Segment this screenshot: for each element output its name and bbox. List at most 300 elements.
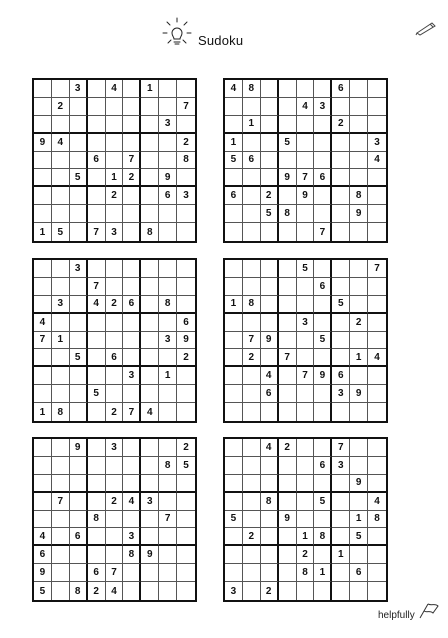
sudoku-cell [177,80,195,98]
sudoku-cell [225,546,243,564]
sudoku-cell [279,457,297,475]
sudoku-cell [368,332,386,350]
sudoku-cell [350,116,368,134]
sudoku-cell [123,475,141,493]
sudoku-cell: 8 [52,403,70,421]
sudoku-cell: 1 [332,546,350,564]
sudoku-cell [350,98,368,116]
sudoku-cell [332,349,350,367]
sudoku-cell [159,528,177,546]
sudoku-cell [225,223,243,241]
sudoku-cell [261,278,279,296]
sudoku-cell [297,296,315,314]
sudoku-cell: 2 [52,98,70,116]
sudoku-cell: 3 [159,332,177,350]
sudoku-cell: 1 [350,511,368,529]
sudoku-cell [141,564,159,582]
sudoku-cell [279,278,297,296]
sudoku-cell [123,223,141,241]
sudoku-cell: 3 [177,187,195,205]
sudoku-cell [177,260,195,278]
sudoku-cell [297,403,315,421]
sudoku-cell [123,349,141,367]
sudoku-cell [332,152,350,170]
sudoku-cell [141,475,159,493]
sudoku-cell [297,511,315,529]
sudoku-cell: 7 [34,332,52,350]
sudoku-cell: 4 [34,528,52,546]
sudoku-cell [225,98,243,116]
sudoku-cell [279,152,297,170]
sudoku-cell [34,385,52,403]
sudoku-cell: 8 [243,296,261,314]
sudoku-cell [159,546,177,564]
sudoku-cell [123,116,141,134]
sudoku-cell: 5 [332,296,350,314]
sudoku-cell: 7 [314,223,332,241]
sudoku-cell [261,98,279,116]
sudoku-cell [368,546,386,564]
sudoku-cell: 7 [279,349,297,367]
sudoku-cell [279,564,297,582]
sudoku-cell [297,493,315,511]
sudoku-cell [34,152,52,170]
sudoku-cell: 9 [34,134,52,152]
sudoku-cell [70,493,88,511]
sudoku-cell: 1 [314,564,332,582]
sudoku-cell [70,511,88,529]
sudoku-grid-5 [32,437,197,602]
sudoku-cell [279,80,297,98]
sudoku-cell [279,296,297,314]
sudoku-cell: 1 [243,116,261,134]
sudoku-cell: 3 [368,134,386,152]
sudoku-cell [297,134,315,152]
sudoku-cell [88,169,106,187]
sudoku-cell [279,223,297,241]
sudoku-cell [70,278,88,296]
sudoku-cell [88,332,106,350]
sudoku-cell: 6 [34,546,52,564]
sudoku-cell [34,475,52,493]
sudoku-cell [243,187,261,205]
sudoku-cell: 3 [141,493,159,511]
sudoku-cell [368,296,386,314]
sudoku-cell [70,314,88,332]
sudoku-cell [332,314,350,332]
sudoku-cell [70,98,88,116]
sudoku-cell [368,278,386,296]
sudoku-cell: 9 [70,439,88,457]
sudoku-cell [261,134,279,152]
sudoku-cell: 9 [279,511,297,529]
sudoku-cell [243,546,261,564]
sudoku-cell: 7 [123,403,141,421]
sudoku-cell: 4 [52,134,70,152]
sudoku-cell [350,582,368,600]
sudoku-cell [88,98,106,116]
sudoku-cell [368,403,386,421]
sudoku-cell [52,511,70,529]
sudoku-cell [225,205,243,223]
sudoku-cell: 6 [314,278,332,296]
sudoku-cell: 6 [261,385,279,403]
sudoku-cell [243,475,261,493]
sudoku-cell [106,205,124,223]
sudoku-cell [34,349,52,367]
sudoku-cell [159,223,177,241]
sudoku-cell [261,564,279,582]
sudoku-cell [88,457,106,475]
sudoku-grid-2 [223,78,388,243]
sudoku-cell: 1 [225,134,243,152]
sudoku-cell [314,475,332,493]
sudoku-cell [332,582,350,600]
sudoku-cell [141,439,159,457]
sudoku-cell [70,205,88,223]
flag-icon [416,600,440,620]
sudoku-cell: 2 [88,582,106,600]
sudoku-cell [368,169,386,187]
sudoku-cell: 2 [106,296,124,314]
sudoku-cell [350,493,368,511]
sudoku-cell: 2 [106,187,124,205]
sudoku-cell [243,367,261,385]
sudoku-cell: 7 [123,152,141,170]
sudoku-cell [159,98,177,116]
sudoku-cell [261,152,279,170]
sudoku-cell [52,457,70,475]
sudoku-cell [314,152,332,170]
sudoku-cell [225,278,243,296]
sudoku-cell [261,116,279,134]
sudoku-grid-3 [32,258,197,423]
sudoku-cell: 4 [141,403,159,421]
sudoku-cell [70,187,88,205]
sudoku-cell [88,260,106,278]
sudoku-cell [368,564,386,582]
sudoku-cell [350,403,368,421]
sudoku-cell: 2 [350,314,368,332]
sudoku-cell [52,546,70,564]
sudoku-cell [350,439,368,457]
sudoku-cell [106,475,124,493]
sudoku-cell [297,116,315,134]
sudoku-cell: 5 [279,134,297,152]
sudoku-cell [279,582,297,600]
sudoku-cell [297,457,315,475]
sudoku-cell [368,457,386,475]
sudoku-cell: 7 [88,223,106,241]
sudoku-cell [141,260,159,278]
sudoku-cell [88,403,106,421]
sudoku-cell [70,475,88,493]
page-header [0,12,448,52]
sudoku-cell [123,98,141,116]
sudoku-cell [123,439,141,457]
sudoku-cell [177,546,195,564]
sudoku-cell: 7 [52,493,70,511]
sudoku-cell: 9 [350,205,368,223]
sudoku-cell [225,314,243,332]
sudoku-cell [243,278,261,296]
sudoku-cell: 9 [141,546,159,564]
sudoku-cell [159,564,177,582]
sudoku-cell [34,278,52,296]
sudoku-cell: 6 [159,187,177,205]
sudoku-cell: 8 [159,296,177,314]
sudoku-cell: 5 [34,582,52,600]
sudoku-cell [332,278,350,296]
sudoku-cell: 9 [314,367,332,385]
sudoku-cell [225,385,243,403]
sudoku-cell: 4 [368,349,386,367]
sudoku-cell [297,80,315,98]
sudoku-cell [314,80,332,98]
sudoku-grid-6 [223,437,388,602]
sudoku-cell [123,582,141,600]
sudoku-cell [70,403,88,421]
sudoku-cell: 7 [243,332,261,350]
sudoku-cell [368,98,386,116]
sudoku-cell [350,367,368,385]
sudoku-cell [70,152,88,170]
sudoku-cell [297,205,315,223]
sudoku-cell [52,367,70,385]
sudoku-cell [52,169,70,187]
sudoku-cell: 7 [332,439,350,457]
sudoku-cell [350,278,368,296]
sudoku-cell: 8 [159,457,177,475]
sudoku-cell [159,152,177,170]
sudoku-cell [88,205,106,223]
sudoku-cell: 1 [297,528,315,546]
sudoku-cell [177,511,195,529]
sudoku-cell [314,349,332,367]
sudoku-cell [88,134,106,152]
sudoku-cell [52,116,70,134]
sudoku-cell [34,493,52,511]
sudoku-cell [261,169,279,187]
sudoku-cell: 5 [261,205,279,223]
sudoku-cell [106,314,124,332]
sudoku-cell [52,278,70,296]
sudoku-cell: 2 [177,439,195,457]
sudoku-cell [279,332,297,350]
sudoku-cell: 6 [225,187,243,205]
sudoku-cell [106,385,124,403]
sudoku-cell: 6 [243,152,261,170]
sudoku-cell [297,582,315,600]
sudoku-cell [34,511,52,529]
sudoku-cell: 4 [106,582,124,600]
sudoku-cell [106,98,124,116]
sudoku-cell [225,367,243,385]
sudoku-cell: 2 [261,187,279,205]
sudoku-cell [177,278,195,296]
sudoku-cell [225,475,243,493]
sudoku-cell [225,493,243,511]
sudoku-cell: 2 [177,349,195,367]
sudoku-cell [332,332,350,350]
sudoku-cell: 9 [34,564,52,582]
sudoku-cell [314,439,332,457]
sudoku-cell [123,332,141,350]
sudoku-cell [141,332,159,350]
sudoku-cell [225,260,243,278]
sudoku-cell: 1 [225,296,243,314]
sudoku-cell [243,260,261,278]
sudoku-cell [332,223,350,241]
sudoku-cell: 3 [225,582,243,600]
sudoku-cell [261,349,279,367]
sudoku-cell [297,349,315,367]
sudoku-cell [332,493,350,511]
sudoku-cell [350,332,368,350]
lightbulb-icon [161,16,193,50]
sudoku-cell [52,528,70,546]
sudoku-cell [314,385,332,403]
sudoku-cell [88,528,106,546]
sudoku-cell [88,475,106,493]
sudoku-cell: 6 [332,367,350,385]
sudoku-cell [70,457,88,475]
sudoku-cell [314,582,332,600]
sudoku-cell [141,385,159,403]
sudoku-grid-4 [223,258,388,423]
sudoku-cell: 3 [106,439,124,457]
sudoku-cell [123,564,141,582]
sudoku-cell [350,152,368,170]
sudoku-cell [88,367,106,385]
sudoku-cell [159,205,177,223]
sudoku-cell [106,134,124,152]
sudoku-cell [52,260,70,278]
sudoku-cell [368,223,386,241]
sudoku-cell [243,582,261,600]
sudoku-cell: 3 [70,80,88,98]
sudoku-cell: 9 [159,169,177,187]
sudoku-cell [34,205,52,223]
sudoku-cell [159,134,177,152]
sudoku-cell [70,564,88,582]
sudoku-cell [297,223,315,241]
sudoku-cell [34,116,52,134]
sudoku-cell [225,332,243,350]
sudoku-cell: 4 [225,80,243,98]
sudoku-cell: 6 [350,564,368,582]
sudoku-cell: 6 [314,457,332,475]
sudoku-cell [123,134,141,152]
sudoku-cell [261,475,279,493]
sudoku-cell: 8 [314,528,332,546]
sudoku-cell [350,169,368,187]
sudoku-cell: 5 [314,332,332,350]
sudoku-cell [332,260,350,278]
sudoku-cell [243,511,261,529]
sudoku-cell [368,116,386,134]
sudoku-cell [177,528,195,546]
sudoku-cell: 8 [297,564,315,582]
sudoku-cell: 1 [34,223,52,241]
sudoku-cell [368,367,386,385]
sudoku-cell: 6 [106,349,124,367]
sudoku-cell: 3 [159,116,177,134]
sudoku-cell [106,278,124,296]
sudoku-cell [34,296,52,314]
sudoku-cell [141,116,159,134]
sudoku-cell [332,475,350,493]
sudoku-cell [70,296,88,314]
sudoku-cell [106,546,124,564]
sudoku-cell [88,80,106,98]
sudoku-cell [106,116,124,134]
sudoku-cell [279,403,297,421]
sudoku-cell [52,582,70,600]
sudoku-cell [141,457,159,475]
sudoku-cell [141,314,159,332]
sudoku-cell [52,187,70,205]
sudoku-cell [261,403,279,421]
sudoku-cell [159,475,177,493]
sudoku-cell [225,439,243,457]
sudoku-cell: 3 [70,260,88,278]
sudoku-cell [159,349,177,367]
sudoku-cell [243,205,261,223]
sudoku-cell [106,528,124,546]
sudoku-cell: 7 [368,260,386,278]
page-title: Sudoku [198,33,244,48]
sudoku-cell: 6 [332,80,350,98]
sudoku-cell: 4 [34,314,52,332]
sudoku-cell [141,296,159,314]
sudoku-cell [52,439,70,457]
sudoku-cell [34,187,52,205]
sudoku-cell [88,116,106,134]
sudoku-cell [243,314,261,332]
sudoku-cell [350,223,368,241]
sudoku-cell: 7 [159,511,177,529]
sudoku-cell [261,457,279,475]
sudoku-cell: 7 [177,98,195,116]
sudoku-cell [225,169,243,187]
sudoku-cell [279,260,297,278]
sudoku-cell [368,528,386,546]
sudoku-cell: 1 [52,332,70,350]
sudoku-cell [261,511,279,529]
sudoku-cell [261,314,279,332]
sudoku-cell [261,80,279,98]
sudoku-cell [141,187,159,205]
sudoku-cell [225,564,243,582]
sudoku-cell [368,439,386,457]
sudoku-cell [332,134,350,152]
sudoku-cell: 4 [261,439,279,457]
sudoku-cell [368,314,386,332]
sudoku-cell [70,116,88,134]
sudoku-cell: 3 [106,223,124,241]
sudoku-cell [225,528,243,546]
sudoku-cell [123,385,141,403]
sudoku-cell: 7 [297,367,315,385]
sudoku-cell [243,439,261,457]
sudoku-cell [52,152,70,170]
sudoku-cell [141,134,159,152]
sudoku-cell: 3 [123,528,141,546]
sudoku-cell [123,314,141,332]
sudoku-cell: 4 [368,493,386,511]
sudoku-cell [52,314,70,332]
